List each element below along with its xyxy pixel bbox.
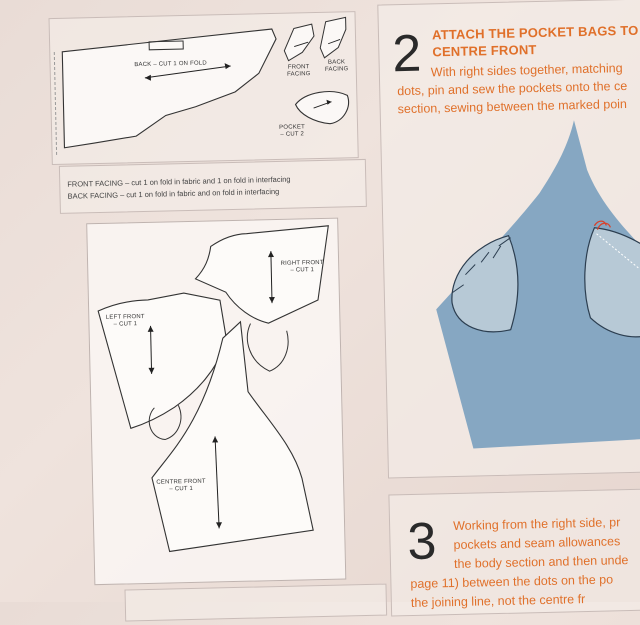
right-front-label-line2: – CUT 1 (290, 267, 315, 274)
back-piece-label: BACK – CUT 1 ON FOLD (134, 60, 207, 69)
pocket-label-line1: POCKET (279, 124, 306, 131)
step-3-text-line4: page 11) between the dots on the po (410, 572, 614, 592)
pocket-label-line2: – CUT 2 (280, 131, 305, 139)
step-3-text-line5: the joining line, not the centre fr (410, 592, 586, 611)
front-facing-note: FRONT FACING – cut 1 on fold in fabric and 1 on fold in interfacing (67, 174, 291, 189)
centre-front-label-line1: CENTRE FRONT (156, 478, 206, 486)
right-front-label-line1: RIGHT FRONT (280, 259, 324, 267)
left-front-label-line2: – CUT 1 (113, 321, 138, 328)
step-3-text-line2: pockets and seam allowances (453, 534, 621, 553)
step-3-number: 3 (406, 512, 438, 572)
step-2-text-line3: section, sewing between the marked poin (397, 96, 628, 117)
front-facing-label-line2: FACING (287, 71, 311, 78)
step-3-text-line3: the body section and then unde (453, 553, 629, 572)
left-front-label-line1: LEFT FRONT (105, 313, 145, 321)
step-2-number: 2 (391, 24, 422, 84)
left-pocket-bag (450, 236, 519, 333)
back-facing-note: BACK FACING – cut 1 on fold in fabric and on fold in interfacing (67, 186, 280, 201)
step-3-text-line1: Working from the right side, pr (452, 515, 621, 534)
front-facing-label-line1: FRONT (287, 64, 310, 71)
back-facing-label-line2: FACING (324, 66, 349, 74)
back-facing-label-line1: BACK (327, 59, 346, 66)
centre-front-label-line2: – CUT 1 (169, 486, 194, 493)
step-2-title-line2: CENTRE FRONT (432, 42, 537, 60)
step-2-text-line2: dots, pin and sew the pockets onto the ce (397, 78, 628, 99)
step-2-text-line1: With right sides together, matching (430, 61, 623, 80)
step-2-title-line1: ATTACH THE POCKET BAGS TO (431, 22, 639, 43)
